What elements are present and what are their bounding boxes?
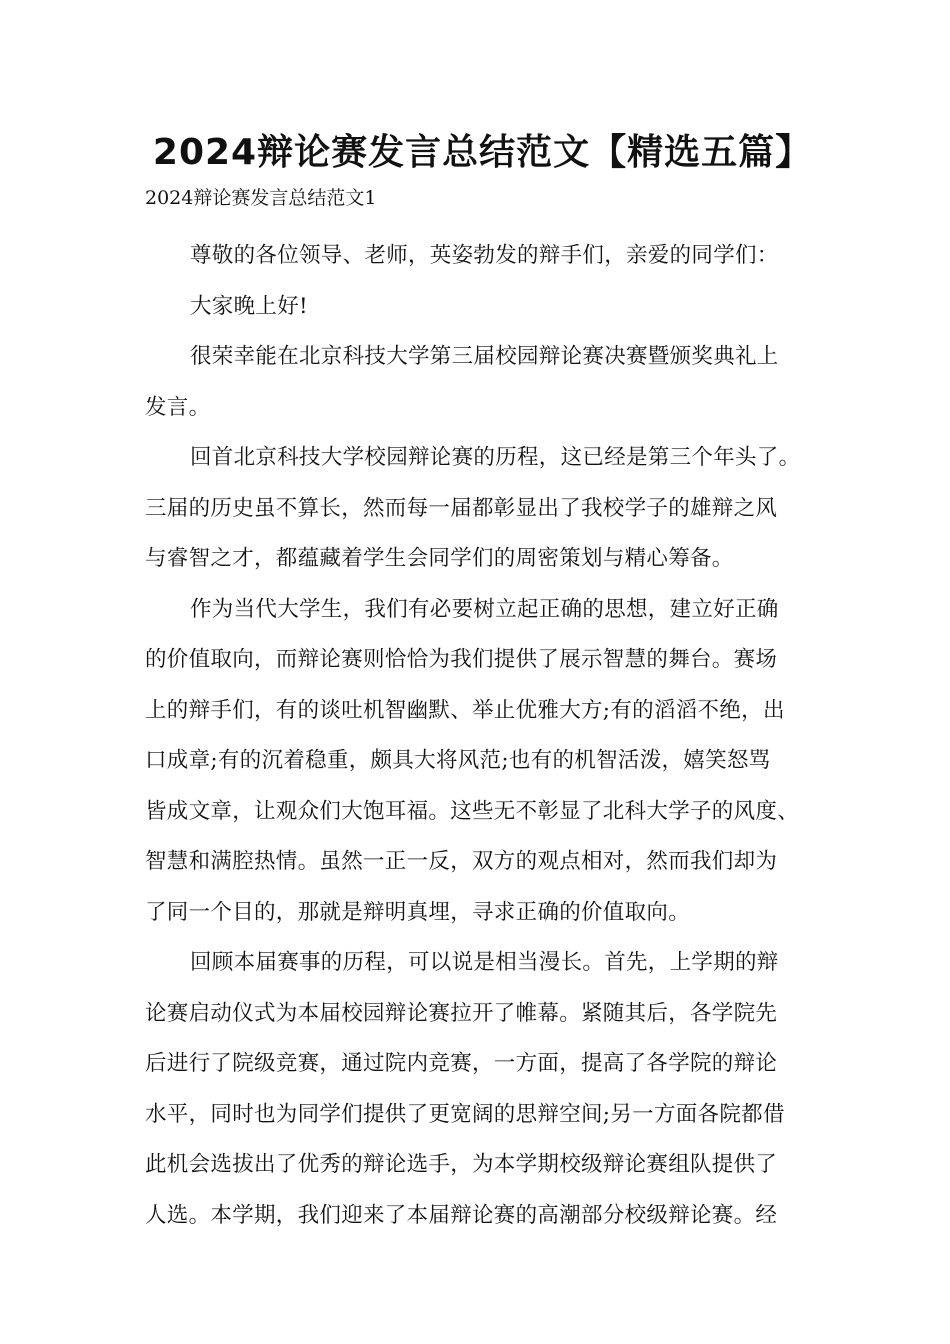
paragraph-line: 尊敬的各位领导、老师，英姿勃发的辩手们，亲爱的同学们： xyxy=(190,243,779,268)
paragraph-line: 三届的历史虽不算长，然而每一届都彰显出了我校学子的雄辩之风 xyxy=(145,495,778,521)
paragraph xyxy=(145,585,830,939)
paragraph-line: 皆成文章，让观众们大饱耳福。这些无不彰显了北科大学子的风度、 xyxy=(145,798,800,824)
paragraph-line: 人选。本学期，我们迎来了本届辩论赛的高潮部分校级辩论赛。经 xyxy=(145,1202,778,1228)
paragraph xyxy=(145,938,830,1241)
paragraph-line: 了同一个目的，那就是辩明真埋，寻求正确的价值取向。 xyxy=(145,899,691,925)
paragraph-line: 与睿智之才，都蕴藏着学生会同学们的周密策划与精心筹备。 xyxy=(145,546,734,571)
paragraph-line: 水平，同时也为同学们提供了更宽阔的思辩空间;另一方面各院都借 xyxy=(145,1101,785,1127)
paragraph xyxy=(145,332,830,433)
paragraph xyxy=(145,282,830,333)
paragraph-line: 发言。 xyxy=(145,394,211,420)
paragraph-line: 此机会选拔出了优秀的辩论选手，为本学期校级辩论赛组队提供了 xyxy=(145,1152,778,1177)
paragraph-line: 回顾本届赛事的历程，可以说是相当漫长。首先，上学期的辩 xyxy=(190,950,779,975)
section-title: 2024辩论赛发言总结范文1 xyxy=(145,187,377,209)
paragraph-line: 论赛启动仪式为本届校园辩论赛拉开了帷幕。紧随其后，各学院先 xyxy=(145,1000,778,1026)
paragraph-line: 的价值取向，而辩论赛则恰恰为我们提供了展示智慧的舞台。赛场 xyxy=(145,647,778,672)
paragraph-line: 口成章;有的沉着稳重，颇具大将风范;也有的机智活泼，嬉笑怒骂 xyxy=(145,748,771,773)
paragraph xyxy=(145,433,830,585)
paragraph-line: 大家晚上好! xyxy=(190,293,308,319)
paragraph-line: 作为当代大学生，我们有必要树立起正确的思想，建立好正确 xyxy=(190,596,779,622)
paragraph-line: 上的辩手们，有的谈吐机智幽默、举止优雅大方;有的滔滔不绝，出 xyxy=(145,697,785,723)
paragraph xyxy=(145,231,830,282)
paragraph-line: 很荣幸能在北京科技大学第三届校园辩论赛决赛暨颁奖典礼上 xyxy=(190,344,779,369)
paragraph-line: 回首北京科技大学校园辩论赛的历程，这已经是第三个年头了。 xyxy=(190,445,801,470)
paragraph-line: 后进行了院级竞赛，通过院内竞赛，一方面，提高了各学院的辩论 xyxy=(145,1051,778,1076)
document-title: 2024辩论赛发言总结范文【精选五篇】 xyxy=(152,132,813,173)
paragraph-line: 智慧和满腔热情。虽然一正一反，双方的观点相对，然而我们却为 xyxy=(145,849,778,874)
